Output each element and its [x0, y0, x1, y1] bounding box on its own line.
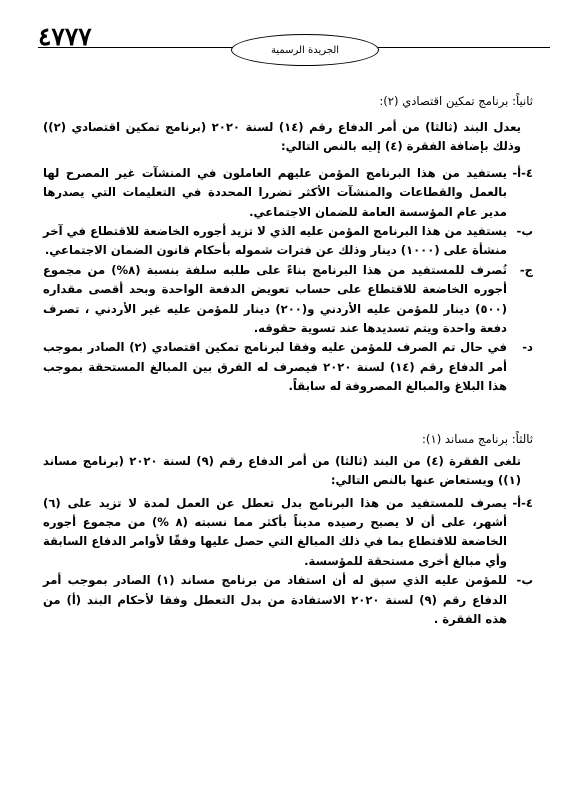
item-text: يصرف للمستفيد من هذا البرنامج بدل تعطل عن العمل لمدة لا تزيد على (٦) أشهر، على أن لا يصبح رصيده مديناً بأكثر مما نسبته (٨ %) من مجموع أجوره الخاضعة للاقتطاع بما في ذلك المبالغ التي حصل عليها وفقًا لأوامر الدفاع السابقة وأي مبالغ أخرى مستحقة للمؤسسة. — [43, 495, 507, 568]
item-text: للمؤمن عليه الذي سبق له أن استفاد من برنامج مساند (١) الصادر بموجب أمر الدفاع رقم (٩) لسنة ٢٠٢٠ الاستفادة من بدل التعطل وفقا لأحكام البند (أ) من هذه الفقرة . — [43, 573, 507, 626]
list-item — [43, 261, 533, 339]
section-intro-paragraph: تلغى الفقرة (٤) من البند (ثالثا) من أمر الدفاع رقم (٩) لسنة ٢٠٢٠ (برنامج مساند (١)) ويستعاض عنها بالنص التالي: — [43, 453, 521, 488]
item-text: يستفيد من هذا البرنامج المؤمن عليه الذي لا تزيد أجوره الخاضعة للاقتطاع في آخر منشأة على (١٠٠٠) دينار وذلك عن فترات شموله بأحكام قانون الضمان الاجتماعي. — [43, 224, 507, 258]
gazette-name-oval — [231, 34, 379, 66]
list-item — [43, 164, 533, 222]
section-title-economic-empowerment: ثانياً: برنامج تمكين اقتصادي (٢): — [379, 94, 533, 108]
item-marker: ٤-أ- — [512, 495, 533, 510]
header-rule-left — [38, 47, 233, 48]
section-title-support-program: ثالثاً: برنامج مساند (١): — [422, 431, 533, 446]
list-item — [43, 222, 533, 261]
list-item — [43, 571, 533, 629]
list-item — [43, 494, 533, 572]
item-text: في حال تم الصرف للمؤمن عليه وفقا لبرنامج تمكين اقتصادي (٢) الصادر بموجب أمر الدفاع رقم (١٤) لسنة ٢٠٢٠ فيصرف له الفرق بين المبالغ المستحقة بموجب هذا البلاغ والمبالغ المصروفة له سابقاً. — [43, 340, 507, 394]
item-text: يستفيد من هذا البرنامج المؤمن عليهم العاملون في المنشآت غير المصرح لها بالعمل والقطاعات والمنشآت الأكثر تضررا المحددة في التعليمات التي يصدرها مدير عام المؤسسة العامة للضمان الاجتماعي. — [43, 165, 507, 219]
item-marker: ٤-أ- — [512, 165, 533, 180]
item-marker: د- — [522, 340, 533, 355]
item-marker: ب- — [516, 573, 533, 588]
page-header — [0, 0, 585, 80]
item-text: تُصرف للمستفيد من هذا البرنامج بناءً على طلبه سلفة بنسبة (٨%) من مجموع أجوره الخاضعة للاقتطاع على حساب تعويض الدفعة الواحدة وبحد أقصى مقداره (٥٠٠) دينار للمؤمن عليه الأردني و(٢٠٠) دينار للمؤمن عليه غير الأردني ، تصرف دفعة واحدة ويتم تسديدها عند تسوية حقوقه. — [43, 262, 507, 336]
section-intro-paragraph: يعدل البند (ثالثا) من أمر الدفاع رقم (١٤) لسنة ٢٠٢٠ (برنامج تمكين اقتصادي (٢)) وذلك بإضافة الفقرة (٤) إليه بالنص التالي: — [43, 120, 521, 154]
gazette-name: الجريدة الرسمية — [270, 44, 340, 56]
item-marker: ج- — [519, 262, 533, 277]
header-rule-right — [375, 47, 550, 48]
page-number: ٤٧٧٧ — [38, 22, 92, 51]
document-body — [43, 91, 533, 629]
list-item — [43, 338, 533, 396]
item-marker: ب- — [516, 224, 533, 239]
